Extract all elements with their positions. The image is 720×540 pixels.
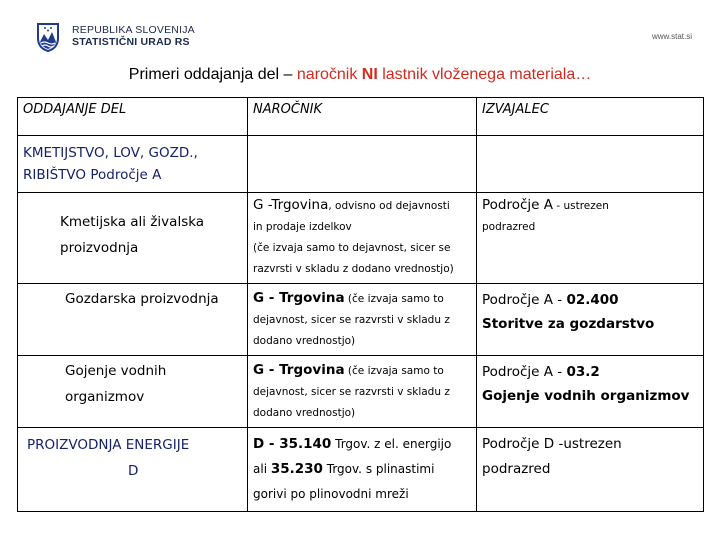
- table-row: [18, 428, 704, 512]
- row2-col1: [18, 284, 248, 356]
- row1-col2-bold: G -Trgovina: [253, 197, 329, 213]
- website-url: www.stat.si: [651, 32, 692, 41]
- row3-col2: [248, 356, 477, 428]
- table-row: [18, 356, 704, 428]
- title-part-4: lastnik vloženega materiala…: [377, 66, 592, 83]
- outsourcing-table: [17, 97, 704, 512]
- row1-col2-rest3: (če izvaja samo to dejavnost, sicer se razvrsti v skladu z dodano vrednostjo): [253, 242, 454, 275]
- row2-col3-code: 02.400: [566, 292, 619, 308]
- org-line-1: REPUBLIKA SLOVENIJA: [72, 24, 195, 36]
- coat-of-arms-logo: [36, 22, 60, 57]
- row2-col2: [248, 284, 477, 356]
- row3-col3-prefix: Področje A -: [482, 364, 567, 380]
- table-header-row: [18, 98, 704, 136]
- row2-col3-prefix: Področje A -: [482, 292, 567, 308]
- row4-col2: [248, 428, 477, 512]
- table-row: [18, 193, 704, 284]
- row2-col1-line1: Gozdarska proizvodnja: [65, 291, 219, 307]
- organization-name: [72, 24, 195, 48]
- row4-col2-code2: 35.230: [270, 461, 323, 477]
- row2-col2-bold: G - Trgovina: [253, 290, 345, 306]
- row1-col3-rest1: - ustrezen: [553, 200, 609, 212]
- row2-col3: [477, 284, 704, 356]
- row3-col2-bold: G - Trgovina: [253, 362, 345, 378]
- row4-col1-line1: PROIZVODNJA ENERGIJE: [27, 437, 190, 453]
- section-row: [18, 136, 704, 193]
- empty-cell: [477, 136, 704, 193]
- row1-col3-rest2: podrazred: [482, 221, 536, 233]
- section-cell: [18, 136, 248, 193]
- row4-col2-code1: D - 35.140: [253, 436, 332, 452]
- table-row: [18, 284, 704, 356]
- header-cell-oddajanje: ODDAJANJE DEL: [18, 98, 248, 136]
- section-line-1: KMETIJSTVO, LOV, GOZD.,: [23, 145, 198, 161]
- row4-col3-rest2: podrazred: [482, 461, 551, 477]
- row2-col2-rest: (če izvaja samo to dejavnost, sicer se razvrsti v skladu z dodano vrednostjo): [253, 293, 450, 347]
- row4-col2-or: ali: [253, 462, 271, 476]
- org-line-2: STATISTIČNI URAD RS: [72, 36, 190, 48]
- row3-col1-line2: organizmov: [65, 389, 145, 405]
- row2-col3-name: Storitve za gozdarstvo: [482, 316, 655, 332]
- empty-cell: [248, 136, 477, 193]
- title-part-3: NI: [361, 66, 378, 83]
- row1-col2-rest2: in prodaje izdelkov: [253, 221, 352, 233]
- row4-col1-line2: D: [128, 463, 139, 479]
- row1-col2-rest1: , odvisno od dejavnosti: [328, 200, 450, 212]
- row1-col1-line1: Kmetijska ali živalska: [60, 214, 205, 230]
- row4-col3: [477, 428, 704, 512]
- title-part-2: naročnik: [296, 66, 362, 83]
- row1-col3: [477, 193, 704, 284]
- row4-col2-text2: Trgov. s plinastimi gorivi po plinovodni mreži: [253, 462, 435, 501]
- row4-col1: [18, 428, 248, 512]
- row3-col1-line1: Gojenje vodnih: [65, 363, 167, 379]
- row1-col2: [248, 193, 477, 284]
- row3-col1: [18, 356, 248, 428]
- row3-col3-code: 03.2: [566, 364, 600, 380]
- row1-col1: [18, 193, 248, 284]
- header-cell-narocnik: NAROČNIK: [248, 98, 477, 136]
- title-part-1: Primeri oddajanja del –: [128, 66, 297, 83]
- row1-col1-line2: proizvodnja: [60, 240, 139, 256]
- row4-col2-text1: Trgov. z el. energijo: [331, 437, 452, 451]
- row3-col2-rest: (če izvaja samo to dejavnost, sicer se razvrsti v skladu z dodano vrednostjo): [253, 365, 450, 419]
- row3-col3: [477, 356, 704, 428]
- row1-col3-main: Področje A: [482, 197, 554, 213]
- section-line-2: RIBIŠTVO Področje A: [23, 167, 162, 183]
- header-cell-izvajalec: IZVAJALEC: [477, 98, 704, 136]
- row4-col3-main: Področje D: [482, 436, 555, 452]
- slide-title: [0, 66, 720, 84]
- row4-col3-rest1: -ustrezen: [554, 436, 622, 452]
- row3-col3-name: Gojenje vodnih organizmov: [482, 388, 690, 404]
